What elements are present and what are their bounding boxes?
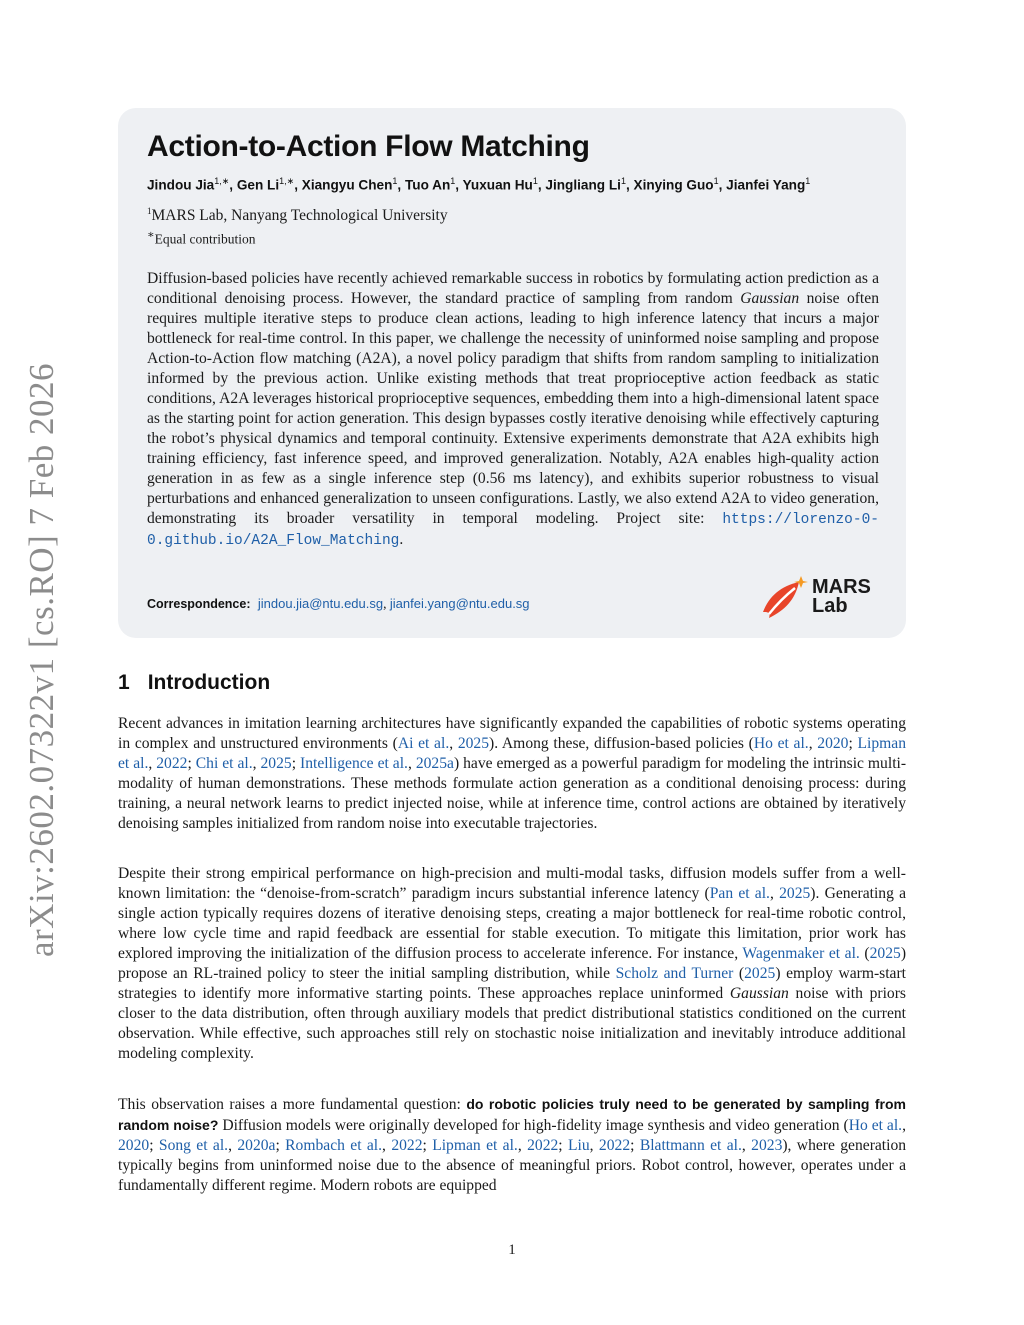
- citation-link[interactable]: 2022: [391, 1137, 423, 1154]
- citation-link[interactable]: 2025: [869, 945, 901, 962]
- affiliation-text: MARS Lab, Nanyang Technological University: [151, 207, 448, 225]
- paragraph-text: noise with priors closer to the data distribution, often through auxiliary models that predict distributional statistics conditioned on the current observation. While effective, such approaches still rely on stochastic noise initialization and inevitably introduce additional modeling complexity.: [118, 985, 906, 1062]
- email-link[interactable]: jianfei.yang@ntu.edu.sg: [389, 596, 530, 611]
- paragraph-text: ,: [228, 1137, 238, 1154]
- paragraph-text: ,: [902, 1117, 906, 1134]
- abstract-italic: Gaussian: [740, 290, 800, 307]
- paragraph-text: (: [733, 965, 745, 982]
- citation-link[interactable]: 2020: [118, 1137, 150, 1154]
- paragraph-text: ,: [449, 735, 458, 752]
- paragraph-text: ;: [149, 1137, 159, 1154]
- paragraph-text: ,: [382, 1137, 392, 1154]
- affiliation: [147, 206, 448, 225]
- author-affil-sup: 1: [805, 176, 811, 186]
- intro-paragraph-1: [118, 714, 906, 834]
- abstract-text: noise often requires multiple iterative steps to produce clean actions, leading to high inference latency that incurs a major bottleneck for real-time control. In this paper, we challenge the necessity of uninformed noise sampling and propose Action-to-Action flow matching (A2A), a novel policy paradigm that shifts from random sampling to initialization informed by the previous action. Unlike existing methods that treat proprioceptive action feedback as static conditions, A2A leverages historical proprioceptive sequences, embedding them into a high-dimensional latent space as the starting point for action generation. This design bypasses costly iterative denoising while effectively capturing the robot’s physical dynamics and temporal continuity. Extensive experiments demonstrate that A2A exhibits high training efficiency, fast inference speed, and improved generalization. Notably, A2A enables high-quality action generation in as few as a single inference step (0.56 ms latency), and exhibits superior robustness to visual perturbations and enhanced generalization to unseen configurations. Lastly, we also extend A2A to video generation, demonstrating its broader versatility in temporal modeling. Project site:: [147, 290, 879, 527]
- paragraph-text: ). Generating a single action typically requires dozens of iterative denoising steps, creating a major bottleneck for real-time robotic control, where low cycle time and rapid feedback are essential for stable execution. To mitigate this limitation, prior work has explored improving the initialization of the diffusion process to accelerate inference. For instance,: [118, 885, 907, 962]
- abstract-end: .: [399, 531, 404, 548]
- paragraph-text: ), where generation typically begins from uninformed noise due to the absence of meaningful priors. Robot control, however, operates under a fundamentally different regime. Modern robots are equipped: [118, 1137, 907, 1194]
- citation-link[interactable]: Pan et al.: [709, 885, 770, 902]
- citation-link[interactable]: 2025: [457, 735, 489, 752]
- section-number: 1: [118, 671, 130, 694]
- author: Jindou Jia: [147, 177, 215, 193]
- paragraph-text: ,: [407, 755, 416, 772]
- paragraph-text: ,: [517, 1137, 528, 1154]
- author: Gen Li: [236, 177, 280, 193]
- section-title: Introduction: [147, 671, 271, 694]
- logo-wordmark: [812, 578, 871, 616]
- italic-term: Gaussian: [729, 985, 789, 1002]
- citation-link[interactable]: 2025: [744, 965, 776, 982]
- author: Jingliang Li: [545, 177, 621, 193]
- paragraph-text: Recent advances in imitation learning architectures have significantly expanded the capabilities of robotic systems operating in complex and unstructured environments (: [118, 715, 906, 752]
- citation-link[interactable]: Lipman et al.: [432, 1137, 518, 1154]
- paragraph-text: ). Among these, diffusion-based policies (: [489, 735, 754, 752]
- author: Xinying Guo: [633, 177, 714, 193]
- paragraph-text: ;: [187, 755, 196, 772]
- author: Xiangyu Chen: [301, 177, 393, 193]
- paragraph-text: Despite their strong empirical performance on high-precision and multi-modal tasks, diffusion models suffer from a well-known limitation: the “denoise-from-scratch” paradigm incurs substantial inference latency (: [118, 865, 906, 902]
- citation-link[interactable]: 2020a: [237, 1137, 276, 1154]
- author: Jianfei Yang: [726, 177, 806, 193]
- paragraph-text: (: [859, 945, 870, 962]
- abstract-text: Diffusion-based policies have recently achieved remarkable success in robotics by formulating action prediction as a conditional denoising process. However, the standard practice of sampling from random: [147, 270, 879, 307]
- author-affil-sup: 1,∗: [279, 176, 295, 186]
- page-number: 1: [508, 1242, 516, 1258]
- author-affil-sup: 1: [620, 176, 626, 186]
- citation-link[interactable]: 2025: [779, 885, 811, 902]
- citation-link[interactable]: 2020: [817, 735, 849, 752]
- paragraph-text: ) have emerged as a powerful paradigm for modeling the intrinsic multi-modality of human demonstrations. These methods formulate action generation as a conditional denoising process: during training, a neural network learns to predict injected noise, while at inference time, control actions are obtained by iteratively denoising samples initialized from random noise into executable trajectories.: [118, 755, 907, 832]
- section-heading: [118, 671, 270, 695]
- citation-link[interactable]: 2025: [260, 755, 292, 772]
- paper-title: Action-to-Action Flow Matching: [147, 130, 590, 163]
- paragraph-text: ;: [630, 1137, 640, 1154]
- citation-link[interactable]: Blattmann et al.: [639, 1137, 742, 1154]
- email-separator: ,: [383, 596, 390, 611]
- citation-link[interactable]: Lipman et al.: [118, 735, 907, 772]
- paragraph-text: ,: [252, 755, 261, 772]
- project-site-link[interactable]: https://lorenzo-0-0.github.io/A2A_Flow_Matching: [147, 512, 879, 549]
- citation-link[interactable]: Liu: [568, 1137, 590, 1154]
- paragraph-text: ,: [148, 755, 157, 772]
- citation-link[interactable]: 2022: [527, 1137, 559, 1154]
- intro-paragraph-2: [118, 864, 906, 1064]
- paragraph-text: ) propose an RL-trained policy to steer the initial sampling distribution, while: [118, 945, 907, 982]
- logo-line-1: MARS: [812, 576, 871, 598]
- paragraph-text: This observation raises a more fundamental question:: [118, 1096, 467, 1113]
- paragraph-text: ,: [808, 735, 818, 752]
- citation-link[interactable]: Chi et al.: [195, 755, 253, 772]
- citation-link[interactable]: Ho et al.: [848, 1117, 903, 1134]
- citation-link[interactable]: Wagenmaker et al.: [742, 945, 860, 962]
- logo-line-2: Lab: [812, 595, 848, 617]
- paragraph-text: ,: [741, 1137, 752, 1154]
- abstract: [147, 269, 879, 551]
- author-affil-sup: 1: [713, 176, 719, 186]
- bold-question: do robotic policies truly need to be generated by sampling from random noise?: [118, 1096, 906, 1133]
- citation-link[interactable]: 2025a: [415, 755, 454, 772]
- citation-link[interactable]: Scholz and Turner: [615, 965, 734, 982]
- author-affil-sup: 1: [392, 176, 398, 186]
- author-affil-sup: 1,∗: [214, 176, 230, 186]
- paragraph-text: ,: [589, 1137, 599, 1154]
- paragraph-text: ,: [769, 885, 780, 902]
- equal-contribution-text: Equal contribution: [154, 231, 256, 247]
- email-link[interactable]: jindou.jia@ntu.edu.sg: [257, 596, 384, 611]
- paragraph-text: ;: [275, 1137, 286, 1154]
- correspondence-label: Correspondence:: [147, 597, 251, 611]
- arxiv-watermark: arXiv:2602.07322v1 [cs.RO] 7 Feb 2026: [22, 363, 61, 958]
- correspondence: [147, 596, 530, 612]
- paragraph-text: ;: [558, 1137, 568, 1154]
- author-list: Jindou Jia$^{1,∗}$, Gen $Li^{1,∗}$, Xiangyu Chen$^1$, Tuo An$^1$, Yuxuan Hu$^1$, Jingliang Li$^1$, Xinying Guo$^1$, Jianfei Yang$^1$: [147, 176, 811, 193]
- paragraph-text: ;: [291, 755, 300, 772]
- citation-link[interactable]: Song et al.: [158, 1137, 229, 1154]
- citation-link[interactable]: Rombach et al.: [285, 1137, 383, 1154]
- affiliation-sup: 1: [147, 206, 152, 216]
- paragraph-text: ) employ warm-start strategies to identify more informative starting points. These approaches replace uninformed: [118, 965, 907, 1002]
- citation-link[interactable]: 2022: [598, 1137, 631, 1154]
- equal-contribution-note: [147, 228, 256, 248]
- citation-link[interactable]: Intelligence et al.: [300, 755, 408, 772]
- citation-link[interactable]: 2022: [156, 755, 188, 772]
- paragraph-text: Diffusion models were originally developed for high-fidelity image synthesis and video generation (: [218, 1117, 849, 1134]
- author-affil-sup: 1: [532, 176, 538, 186]
- author: Yuxuan Hu: [462, 177, 533, 193]
- intro-paragraph-3: [118, 1094, 906, 1196]
- author-affil-sup: 1: [450, 176, 456, 186]
- paragraph-text: ;: [848, 735, 858, 752]
- author: Tuo An: [404, 177, 451, 193]
- citation-link[interactable]: Ai et al.: [397, 735, 450, 752]
- equal-contribution-sup: ∗: [147, 229, 155, 241]
- citation-link[interactable]: Ho et al.: [753, 735, 809, 752]
- citation-link[interactable]: 2023: [751, 1137, 783, 1154]
- paragraph-text: ;: [422, 1137, 433, 1154]
